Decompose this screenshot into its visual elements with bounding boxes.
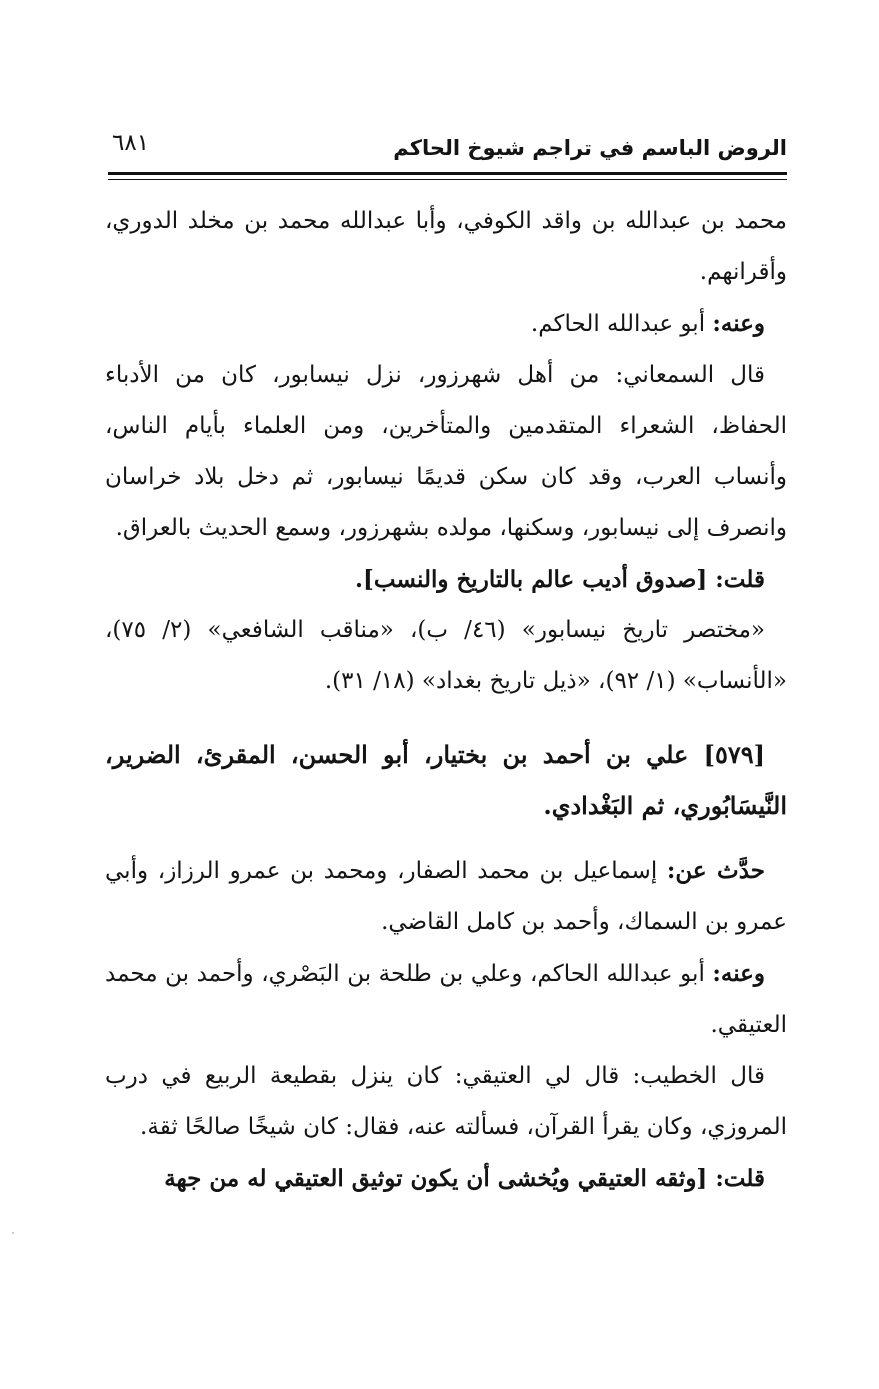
- running-title: الروض الباسم في تراجم شيوخ الحاكم: [393, 136, 787, 160]
- author-verdict: قلت: [صدوق أديب عالم بالتاريخ والنسب].: [355, 566, 765, 593]
- header-rule-thin: [108, 179, 787, 180]
- body-text: [105, 196, 787, 1204]
- header-rule-thick: [108, 172, 787, 175]
- page-number: ٦٨١: [112, 130, 150, 156]
- sources-list: «مختصر تاريخ نيسابور» (٤٦/ ب)، «مناقب الشافعي» (٢/ ٧٥)، «الأنساب» (١/ ٩٢)، «ذيل تاريخ بغداد» (١٨/ ٣١).: [105, 617, 787, 694]
- narrated-from: [105, 845, 787, 948]
- narrated-from-lead: حدَّث عن:: [666, 857, 765, 884]
- khatib-quote: قال الخطيب: قال لي العتيقي: كان ينزل بقطيعة الربيع في درب المروزي، وكان يقرأ القرآن، فسألته عنه، فقال: كان شيخًا صالحًا ثقة.: [105, 1063, 787, 1140]
- samani-quote: قال السمعاني: من أهل شهرزور، نزل نيسابور، كان من الأدباء الحفاظ، الشعراء المتقدمين والمتأخرين، ومن العلماء بأيام الناس، وأنساب العرب، وقد كان سكن قديمًا نيسابور، ثم دخل بلاد خراسان وانصرف إلى نيسابور، وسكنها، مولده بشهرزور، وسمع الحديث بالعراق.: [105, 362, 787, 541]
- teachers-continuation: محمد بن عبدالله بن واقد الكوفي، وأبا عبدالله محمد بن مخلد الدوري، وأقرانهم.: [105, 208, 787, 285]
- students-lead-2: وعنه:: [712, 960, 765, 987]
- students-line-2: [105, 948, 787, 1051]
- scan-speck: [12, 1232, 14, 1234]
- entry-heading: [٥٧٩] علي بن أحمد بن بختيار، أبو الحسن، المقرئ، الضرير، النَّيسَابُوري، ثم البَغْدادي.: [105, 740, 787, 820]
- students-lead: وعنه:: [712, 310, 765, 337]
- students-text: أبو عبدالله الحاكم.: [530, 311, 713, 337]
- students-line: [105, 298, 787, 350]
- page-header: [108, 128, 787, 168]
- author-verdict-2: قلت: [وثقه العتيقي ويُخشى أن يكون توثيق العتيقي له من جهة: [164, 1165, 765, 1192]
- narrated-from-text: إسماعيل بن محمد الصفار، ومحمد بن عمرو الرزاز، وأبي عمرو بن السماك، وأحمد بن كامل القاضي.: [105, 858, 787, 935]
- students-text-2: أبو عبدالله الحاكم، وعلي بن طلحة بن البَصْري، وأحمد بن محمد العتيقي.: [105, 961, 787, 1038]
